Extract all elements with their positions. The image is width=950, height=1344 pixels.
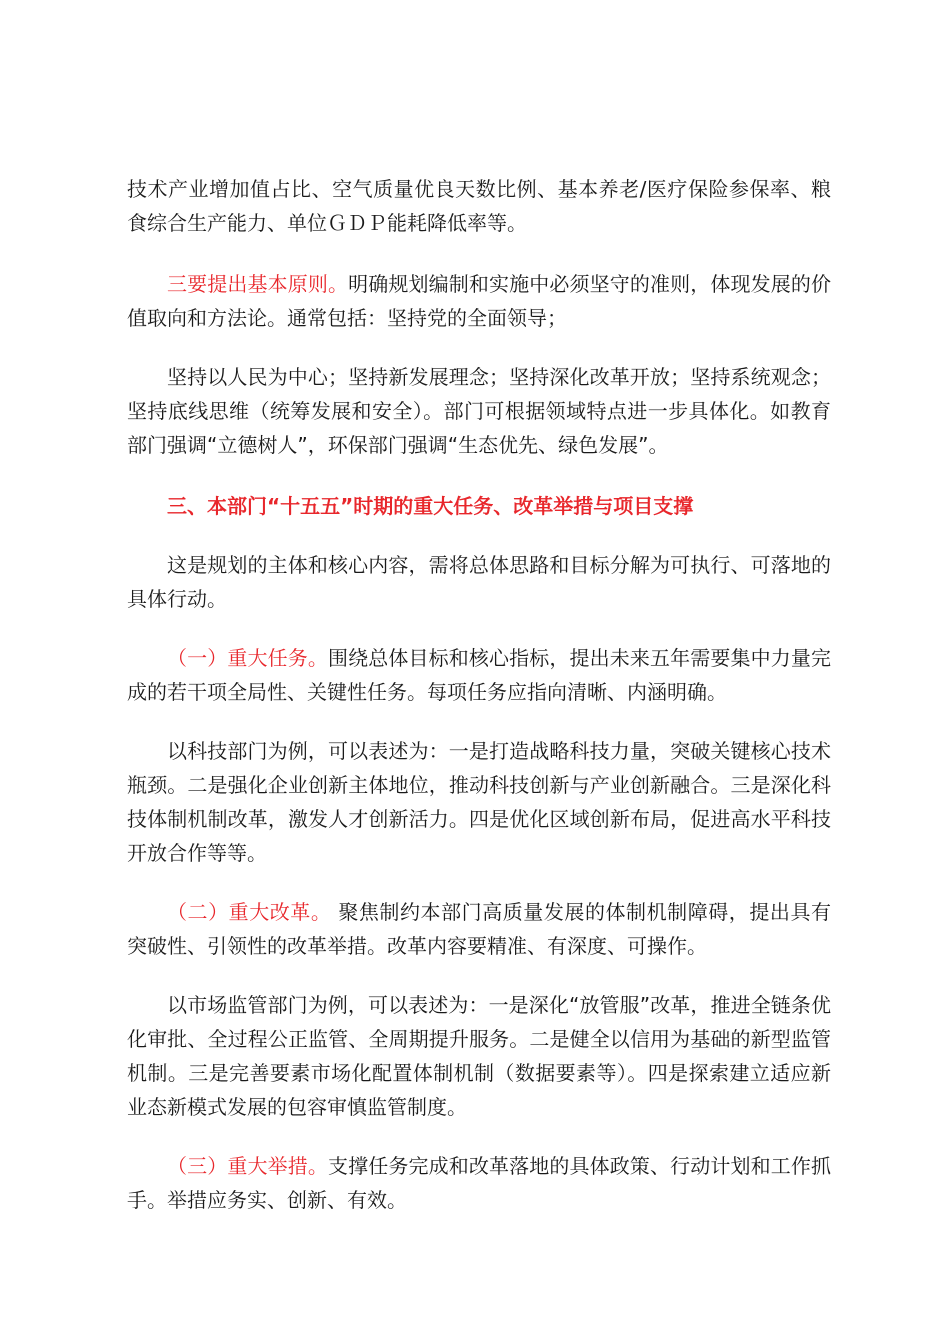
measures-text: 支撑任务完成和改革落地的具体政策、行动计划和工作抓手。举措应务实、创新、有效。 xyxy=(127,1154,831,1212)
tasks-lead: （一）重大任务。 xyxy=(167,646,328,670)
reforms-text: 聚焦制约本部门高质量发展的体制机制障碍，提出具有突破性、引领性的改革举措。改革内容要精准、有深度、可操作。 xyxy=(127,900,832,958)
paragraph-indicators-end: 技术产业增加值占比、空气质量优良天数比例、基本养老/医疗保险参保率、粮食综合生产能力、单位ＧＤＰ能耗降低率等。 xyxy=(127,177,831,235)
paragraph-tech-example: 以科技部门为例，可以表述为：一是打造战略科技力量，突破关键核心技术瓶颈。二是强化企业创新主体地位，推动科技创新与产业创新融合。三是深化科技体制机制改革，激发人才创新活力。四是优化区域创新布局，促进高水平科技开放合作等等。 xyxy=(127,739,831,865)
paragraph-principles-list: 坚持以人民为中心；坚持新发展理念；坚持深化改革开放；坚持系统观念；坚持底线思维（统筹发展和安全）。部门可根据领域特点进一步具体化。如教育部门强调“立德树人”，环保部门强调“生态优先、绿色发展”。 xyxy=(127,365,831,457)
paragraph-section-intro: 这是规划的主体和核心内容，需将总体思路和目标分解为可执行、可落地的具体行动。 xyxy=(127,553,831,611)
reforms-lead: （二）重大改革。 xyxy=(167,900,332,924)
principles-lead: 三要提出基本原则。 xyxy=(167,272,349,296)
paragraph-market-example: 以市场监管部门为例，可以表述为：一是深化“放管服”改革，推进全链条优化审批、全过程公正监管、全周期提升服务。二是健全以信用为基础的新型监管机制。三是完善要素市场化配置体制机制（数据要素等）。四是探索建立适应新业态新模式发展的包容审慎监管制度。 xyxy=(127,993,831,1119)
paragraph-major-tasks xyxy=(127,641,831,709)
principles-text: 明确规划编制和实施中必须坚守的准则，体现发展的价值取向和方法论。通常包括：坚持党的全面领导； xyxy=(127,272,831,330)
paragraph-major-reforms xyxy=(127,895,831,963)
paragraph-major-measures xyxy=(127,1149,831,1217)
document-body xyxy=(127,172,831,1217)
tasks-text: 围绕总体目标和核心指标，提出未来五年需要集中力量完成的若干项全局性、关键性任务。每项任务应指向清晰、内涵明确。 xyxy=(127,646,831,704)
section-heading-3: 三、本部门“十五五”时期的重大任务、改革举措与项目支撑 xyxy=(167,494,694,518)
measures-lead: （三）重大举措。 xyxy=(167,1154,328,1178)
paragraph-basic-principles xyxy=(127,267,831,335)
